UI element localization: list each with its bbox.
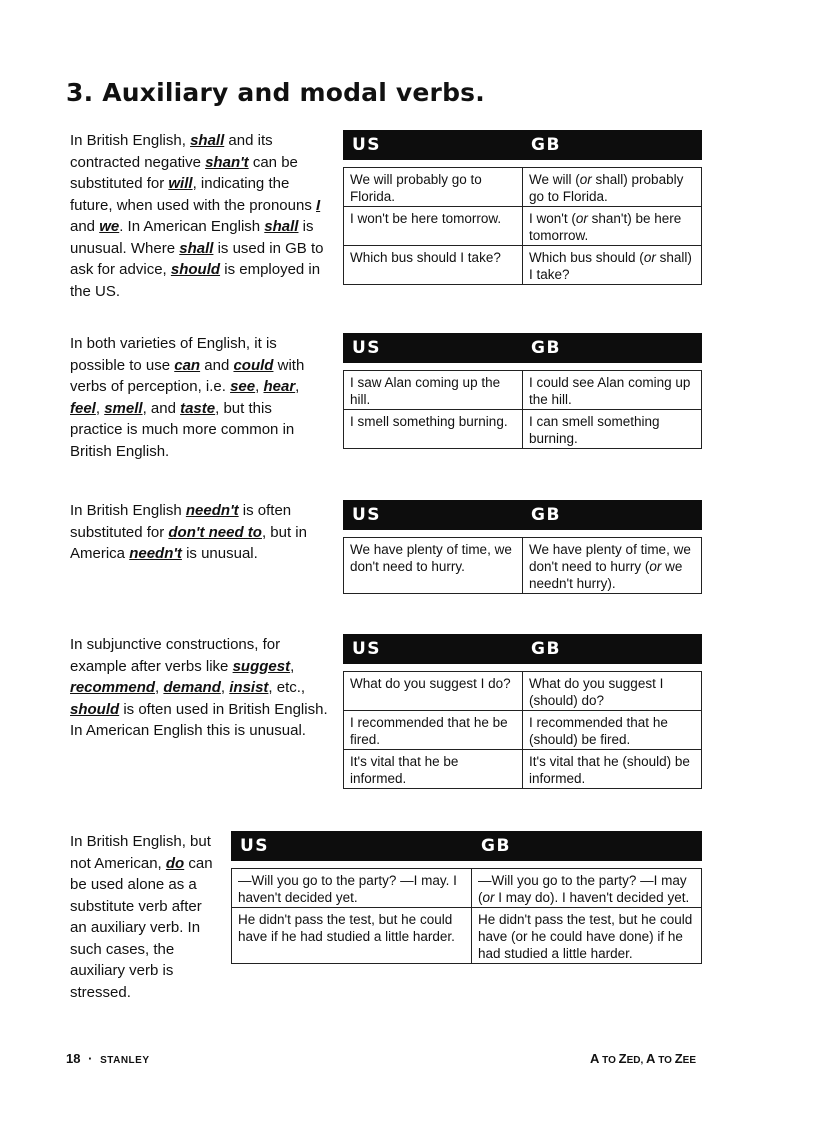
- gb-cell: [523, 538, 701, 593]
- table-row: [344, 206, 701, 245]
- table-body: [343, 671, 702, 789]
- text-run: and: [200, 356, 234, 374]
- title-capital: A: [646, 1051, 656, 1066]
- table-row: [232, 907, 701, 963]
- section-paragraph: [70, 831, 220, 1003]
- emphasized-word: needn't: [185, 502, 239, 519]
- emphasized-word: taste: [180, 399, 216, 417]
- text-run: , but in America: [70, 523, 307, 562]
- text-run: is unusual. Where: [70, 218, 314, 257]
- emphasized-word: insist: [229, 679, 269, 696]
- text-run: I won't (: [529, 211, 576, 226]
- us-cell: —Will you go to the party? —I may. I haven't decided yet.: [232, 869, 472, 907]
- table-body: [343, 370, 702, 449]
- emphasized-word: shall: [264, 218, 299, 235]
- gb-column-label: GB: [481, 836, 511, 856]
- gb-column-label: GB: [531, 505, 561, 525]
- emphasized-word: should: [170, 261, 221, 278]
- us-cell: I saw Alan coming up the hill.: [344, 371, 523, 409]
- title-capital: Z: [618, 1051, 627, 1066]
- table-header: [231, 831, 702, 861]
- text-run: , but this practice is much more common in British English.: [70, 399, 295, 460]
- text-run: He didn't pass the test, but he could have (or he could have done) if he had studied a little harder.: [478, 912, 693, 961]
- emphasized-word: do: [165, 854, 185, 872]
- us-cell: I recommended that he be fired.: [344, 711, 523, 749]
- emphasized-word: can: [174, 356, 201, 374]
- title-capital: A: [589, 1051, 600, 1066]
- comparison-table: [343, 130, 702, 285]
- emphasized-word: shall: [179, 239, 214, 257]
- page-title: 3. Auxiliary and modal verbs.: [66, 78, 485, 107]
- text-run: ,: [220, 679, 230, 696]
- footer-left: [66, 1051, 150, 1066]
- table-row: [344, 167, 701, 206]
- text-run: I recommended that he (should) be fired.: [529, 715, 668, 747]
- us-cell: I smell something burning.: [344, 410, 523, 448]
- title-capital: Z: [674, 1051, 683, 1066]
- table-row: [344, 537, 701, 593]
- table-body: [343, 167, 702, 285]
- emphasized-word: should: [70, 700, 120, 718]
- text-run: I may do). I haven't decided yet.: [494, 890, 690, 905]
- emphasized-word: hear: [263, 378, 296, 395]
- book-title: [590, 1051, 696, 1066]
- text-run: shan't) be here tomorrow.: [529, 211, 682, 243]
- text-run: We will (: [529, 172, 580, 187]
- text-run: Which bus should (: [529, 250, 644, 265]
- us-cell: It's vital that he be informed.: [344, 750, 523, 788]
- text-run: In both varieties of English, it is possible to use: [70, 335, 277, 374]
- text-run: is used in GB to ask for advice,: [70, 239, 324, 278]
- text-run: , etc.,: [268, 679, 306, 696]
- text-run: is often substituted for: [70, 502, 292, 541]
- table-header: [343, 333, 702, 363]
- text-run: It's vital that he (should) be informed.: [529, 754, 690, 786]
- gb-cell: [472, 869, 701, 907]
- emphasized-word: don't need to: [168, 523, 262, 541]
- us-cell: What do you suggest I do?: [344, 672, 523, 710]
- text-run: shall) I take?: [529, 250, 692, 282]
- footer-separator: ·: [88, 1051, 93, 1066]
- emphasized-word: shan't: [205, 153, 249, 171]
- emphasized-word: shall: [190, 132, 225, 149]
- author-name: STANLEY: [100, 1055, 150, 1066]
- section-paragraph: [70, 500, 335, 565]
- table-header: [343, 634, 702, 664]
- text-run: . In American English: [119, 218, 265, 235]
- text-run: and its contracted negative: [70, 132, 273, 171]
- gb-cell: [523, 207, 701, 245]
- text-run: can be used alone as a substitute verb after an auxiliary verb. In such cases, the auxiliary verb is stressed.: [70, 854, 213, 1001]
- us-cell: I won't be here tomorrow.: [344, 207, 523, 245]
- gb-column-label: GB: [531, 135, 561, 155]
- table-row: [344, 409, 701, 448]
- text-run: ,: [295, 378, 300, 395]
- text-run: ,: [255, 378, 264, 395]
- text-run: I could see Alan coming up the hill.: [529, 375, 691, 407]
- title-smallcaps: ED,: [626, 1055, 647, 1066]
- emphasized-word: or: [643, 250, 656, 265]
- table-row: [344, 671, 701, 710]
- us-column-label: US: [352, 338, 382, 358]
- emphasized-word: needn't: [129, 545, 182, 562]
- emphasized-word: or: [649, 559, 662, 574]
- table-body: [231, 868, 702, 964]
- text-run: , indicating the future, when used with the pronouns: [70, 175, 316, 214]
- emphasized-word: or: [482, 890, 495, 905]
- emphasized-word: we: [99, 218, 120, 235]
- emphasized-word: I: [316, 196, 321, 214]
- emphasized-word: or: [579, 172, 592, 187]
- section-paragraph: [70, 130, 328, 302]
- gb-cell: [523, 168, 701, 206]
- us-cell: He didn't pass the test, but he could have if he had studied a little harder.: [232, 908, 472, 963]
- text-run: is often used in British English. In American English this is unusual.: [70, 700, 328, 739]
- text-run: we needn't hurry).: [529, 559, 683, 591]
- us-cell: We have plenty of time, we don't need to hurry.: [344, 538, 523, 593]
- comparison-table: [343, 500, 702, 594]
- text-run: shall) probably go to Florida.: [529, 172, 684, 204]
- emphasized-word: could: [233, 356, 274, 374]
- us-column-label: US: [352, 135, 382, 155]
- title-smallcaps: EE: [682, 1055, 696, 1066]
- text-run: is unusual.: [181, 545, 258, 562]
- comparison-table: [343, 634, 702, 789]
- gb-column-label: GB: [531, 639, 561, 659]
- text-run: What do you suggest I (should) do?: [529, 676, 664, 708]
- us-column-label: US: [240, 836, 270, 856]
- table-row: [344, 245, 701, 284]
- comparison-table: [231, 831, 702, 964]
- text-run: In British English, but not American,: [70, 833, 211, 872]
- table-header: [343, 130, 702, 160]
- comparison-table: [343, 333, 702, 449]
- us-cell: Which bus should I take?: [344, 246, 523, 284]
- table-row: [344, 370, 701, 409]
- title-smallcaps: TO: [655, 1055, 675, 1066]
- emphasized-word: suggest: [232, 657, 291, 675]
- gb-cell: [523, 750, 701, 788]
- table-row: [232, 868, 701, 907]
- gb-cell: [523, 371, 701, 409]
- gb-cell: [472, 908, 701, 963]
- emphasized-word: demand: [163, 679, 221, 696]
- emphasized-word: see: [230, 378, 256, 395]
- text-run: In British English,: [70, 132, 191, 149]
- page-number: 18: [66, 1051, 81, 1066]
- table-header: [343, 500, 702, 530]
- text-run: I can smell something burning.: [529, 414, 660, 446]
- table-row: [344, 710, 701, 749]
- text-run: We have plenty of time, we don't need to hurry (: [529, 542, 691, 574]
- text-run: and: [70, 218, 100, 235]
- title-smallcaps: TO: [599, 1055, 619, 1066]
- us-column-label: US: [352, 505, 382, 525]
- text-run: can be substituted for: [70, 153, 298, 192]
- text-run: In British English: [70, 502, 186, 519]
- table-body: [343, 537, 702, 594]
- table-row: [344, 749, 701, 788]
- text-run: with verbs of perception, i.e.: [70, 356, 305, 395]
- text-run: ,: [95, 399, 105, 417]
- emphasized-word: recommend: [70, 679, 156, 696]
- gb-cell: [523, 246, 701, 284]
- us-cell: We will probably go to Florida.: [344, 168, 523, 206]
- text-run: ,: [155, 679, 164, 696]
- text-run: , and: [142, 399, 181, 417]
- text-run: In subjunctive constructions, for example after verbs like: [70, 636, 281, 675]
- emphasized-word: will: [168, 175, 193, 192]
- gb-cell: [523, 711, 701, 749]
- text-run: ,: [290, 657, 295, 675]
- gb-column-label: GB: [531, 338, 561, 358]
- text-run: —Will you go to the party? —I may (: [478, 873, 687, 905]
- section-paragraph: [70, 333, 328, 462]
- gb-cell: [523, 410, 701, 448]
- emphasized-word: feel: [70, 399, 96, 417]
- emphasized-word: or: [575, 211, 588, 226]
- text-run: is employed in the US.: [70, 261, 321, 300]
- section-paragraph: [70, 634, 328, 742]
- gb-cell: [523, 672, 701, 710]
- us-column-label: US: [352, 639, 382, 659]
- emphasized-word: smell: [104, 399, 143, 417]
